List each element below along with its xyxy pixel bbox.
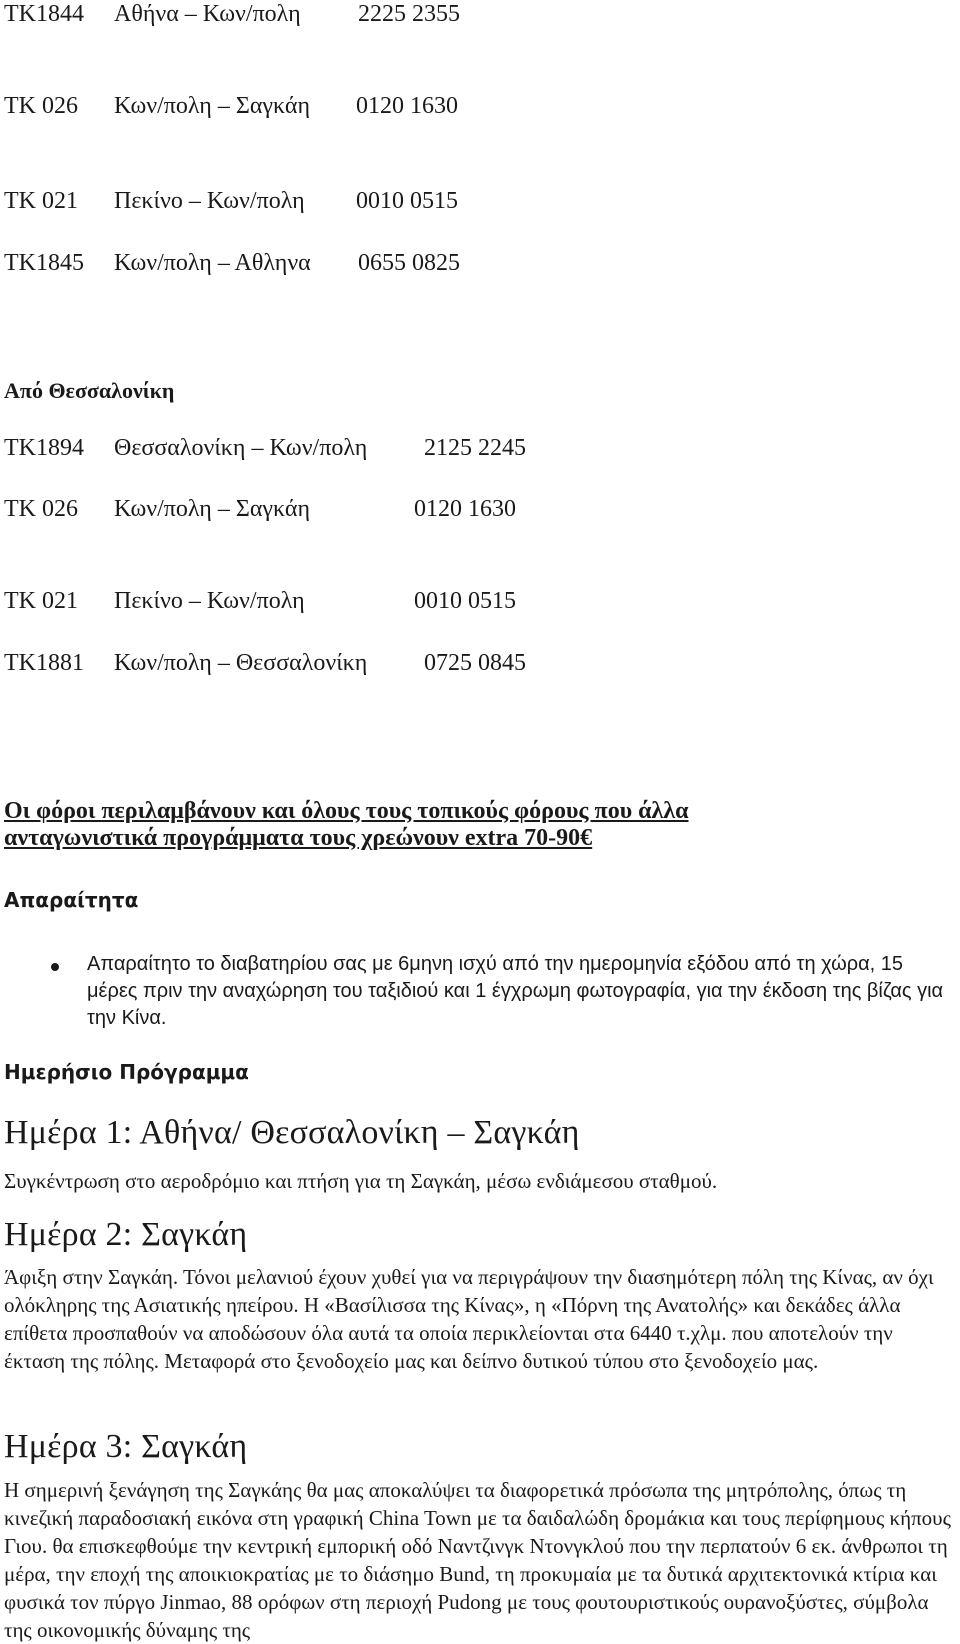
flight-code: TK 021	[4, 188, 78, 214]
flight-route: Κων/πολη – Θεσσαλονίκη	[114, 650, 368, 676]
flight-times: 0120 1630	[356, 93, 458, 119]
taxes-note-line: Οι φόροι περιλαμβάνουν και όλους τους τοπικούς φόρους που άλλα	[4, 798, 689, 824]
flight-route: Κων/πολη – Σαγκάη	[114, 93, 311, 119]
flight-times: 2225 2355	[358, 1, 460, 27]
day-text: Η σημερινή ξενάγηση της Σαγκάης θα μας αποκαλύψει τα διαφορετικά πρόσωπα της μητρόπολης, όπως τη κινεζική παραδοσιακή εικόνα στη γραφική China Town με τα δαιδαλώδη δρομάκια και τους περίφημους κήπους Γιου. θα επισκεφθούμε την κεντρική εμπορική οδό Ναντζινγκ Ντονγκλού που την περπατούν 6 εκ. άνθρωποι τη μέρα, την εποχή της αποικιοκρατίας με το διάσημο Bund, τη προκυμαία με τα δυτικά αρχιτεκτονικά κτίρια και φυσικά τον πύργο Jinmao, 88 ορόφων στη περιοχή Pudong με τους φουτουριστικούς ουρανοξύστες, σύμβολα της οικονομικής δύναμης της	[4, 1478, 951, 1642]
required-item: Απαραίτητο το διαβατηρίου σας με 6μηνη ισχύ από την ημερομηνία εξόδου από τη χώρα, 15 μέρες πριν την αναχώρηση του ταξιδιού και 1 έγχρωμη φωτογραφία, για την έκδοση της βίζας για την Κίνα.	[87, 953, 944, 1029]
required-heading: Απαραίτητα	[4, 888, 139, 912]
flight-route: Αθήνα – Κων/πολη	[114, 1, 301, 27]
flight-route: Πεκίνο – Κων/πολη	[114, 588, 305, 614]
taxes-note-line: ανταγωνιστικά προγράμματα τους χρεώνουν extra 70-90€	[4, 825, 593, 851]
flight-code: TK1881	[4, 650, 84, 676]
daily-program-heading: Ημερήσιο Πρόγραμμα	[4, 1060, 249, 1084]
section-heading-thessaloniki: Από Θεσσαλονίκη	[4, 378, 175, 403]
flight-code: TK1844	[4, 1, 84, 27]
flight-times: 0120 1630	[414, 496, 516, 522]
flight-times: 0010 0515	[356, 188, 458, 214]
flight-code: TK 026	[4, 93, 78, 119]
flight-route: Πεκίνο – Κων/πολη	[114, 188, 305, 214]
day-text: Συγκέντρωση στο αεροδρόμιο και πτήση για τη Σαγκάη, μέσω ενδιάμεσου σταθμού.	[4, 1169, 718, 1193]
flight-code: TK1845	[4, 250, 84, 276]
day-title: Ημέρα 3: Σαγκάη	[4, 1428, 248, 1465]
flight-times: 0725 0845	[424, 650, 526, 676]
day-title: Ημέρα 1: Αθήνα/ Θεσσαλονίκη – Σαγκάη	[4, 1114, 580, 1151]
day-text: Άφιξη στην Σαγκάη. Τόνοι μελανιού έχουν χυθεί για να περιγράψουν την διασημότερη πόλη της Κίνας, αν όχι ολόκληρης της Ασιατικής ηπείρου. Η «Βασίλισσα της Κίνας», η «Πόρνη της Ανατολής» και δεκάδες άλλα επίθετα προσπαθούν να αποδώσουν όλα αυτά τα οποία περικλείονται στα 6440 τ.χλμ. που αποτελούν την έκταση της πόλης. Μεταφορά στο ξενοδοχείο μας και δείπνο δυτικού τύπου στο ξενοδοχείο μας.	[4, 1265, 934, 1373]
taxes-note	[4, 798, 904, 852]
flight-route: Κων/πολη – Αθληνα	[114, 250, 311, 276]
flight-code: TK 021	[4, 588, 78, 614]
flight-times: 0655 0825	[358, 250, 460, 276]
bullet-icon	[51, 963, 59, 971]
flight-code: TK1894	[4, 435, 84, 461]
flight-code: TK 026	[4, 496, 78, 522]
flight-route: Θεσσαλονίκη – Κων/πολη	[114, 435, 368, 461]
flight-times: 2125 2245	[424, 435, 526, 461]
flight-route: Κων/πολη – Σαγκάη	[114, 496, 311, 522]
flight-times: 0010 0515	[414, 588, 516, 614]
day-title: Ημέρα 2: Σαγκάη	[4, 1216, 248, 1253]
